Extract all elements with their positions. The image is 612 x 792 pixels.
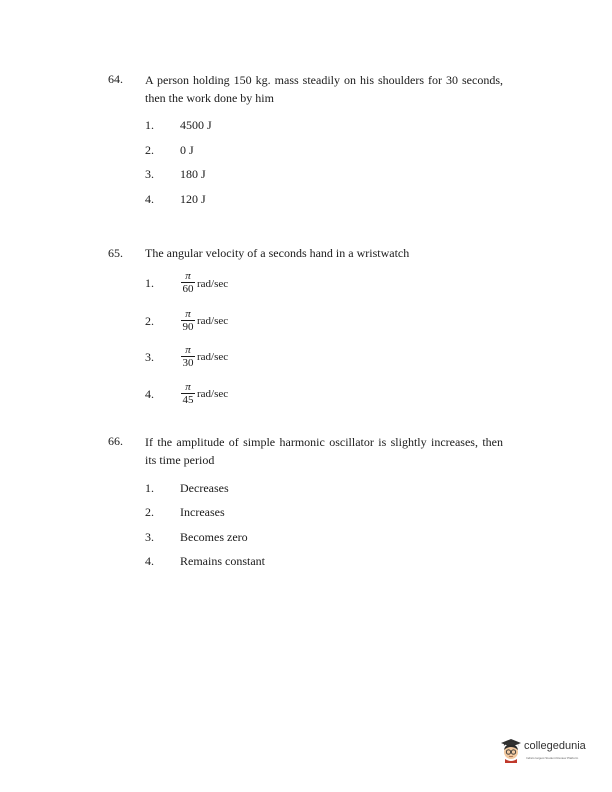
question-66-text: If the amplitude of simple harmonic oscillator is slightly increases, then its time period [145, 435, 503, 467]
q64-option-4-number: 4. [145, 192, 154, 206]
q65-option-4-number: 4. [145, 387, 154, 401]
q65-option-2-fraction [180, 309, 196, 333]
q66-option-1-number: 1. [145, 481, 154, 495]
q64-option-2-text: 0 J [180, 143, 194, 157]
q64-option-4-text: 120 J [180, 192, 206, 206]
q64-option-3-number: 3. [145, 167, 154, 181]
q64-option-1-number: 1. [145, 118, 154, 132]
q66-option-2-number: 2. [145, 505, 154, 519]
q66-option-1-text: Decreases [180, 481, 229, 495]
q66-option-4-number: 4. [145, 554, 154, 568]
question-65-number: 65. [108, 246, 123, 260]
q65-option-2-number: 2. [145, 314, 154, 328]
q65-option-4-fraction [180, 382, 196, 406]
logo-tagline: India's largest Student Review Platform [526, 756, 579, 760]
q65-option-4-unit: rad/sec [197, 388, 229, 400]
q66-option-2-text: Increases [180, 505, 225, 519]
q65-option-3-fraction [180, 345, 196, 369]
q65-option-3-unit: rad/sec [197, 351, 229, 363]
fraction-denominator: 90 [182, 321, 194, 333]
question-64-text: A person holding 150 kg. mass steadily on his shoulders for 30 seconds, then the work done by him [145, 73, 503, 105]
collegedunia-logo [498, 735, 598, 767]
fraction-numerator: π [185, 308, 191, 320]
question-66-number: 66. [108, 434, 123, 448]
student-mascot-icon [498, 737, 524, 763]
question-64-number: 64. [108, 72, 123, 86]
q65-option-3-number: 3. [145, 350, 154, 364]
q65-option-1-fraction [180, 271, 196, 295]
logo-wordmark: collegedunia [524, 740, 586, 752]
q65-option-1-unit: rad/sec [197, 278, 229, 290]
fraction-numerator: π [185, 270, 191, 282]
fraction-numerator: π [185, 381, 191, 393]
fraction-denominator: 30 [182, 357, 194, 369]
q64-option-2-number: 2. [145, 143, 154, 157]
q66-option-3-number: 3. [145, 530, 154, 544]
fraction-denominator: 45 [182, 394, 194, 406]
fraction-numerator: π [185, 344, 191, 356]
q64-option-1-text: 4500 J [180, 118, 212, 132]
question-65-text: The angular velocity of a seconds hand in a wristwatch [145, 246, 410, 260]
fraction-denominator: 60 [182, 283, 194, 295]
q65-option-2-unit: rad/sec [197, 315, 229, 327]
q65-option-1-number: 1. [145, 276, 154, 290]
q66-option-3-text: Becomes zero [180, 530, 248, 544]
q64-option-3-text: 180 J [180, 167, 206, 181]
q66-option-4-text: Remains constant [180, 554, 265, 568]
